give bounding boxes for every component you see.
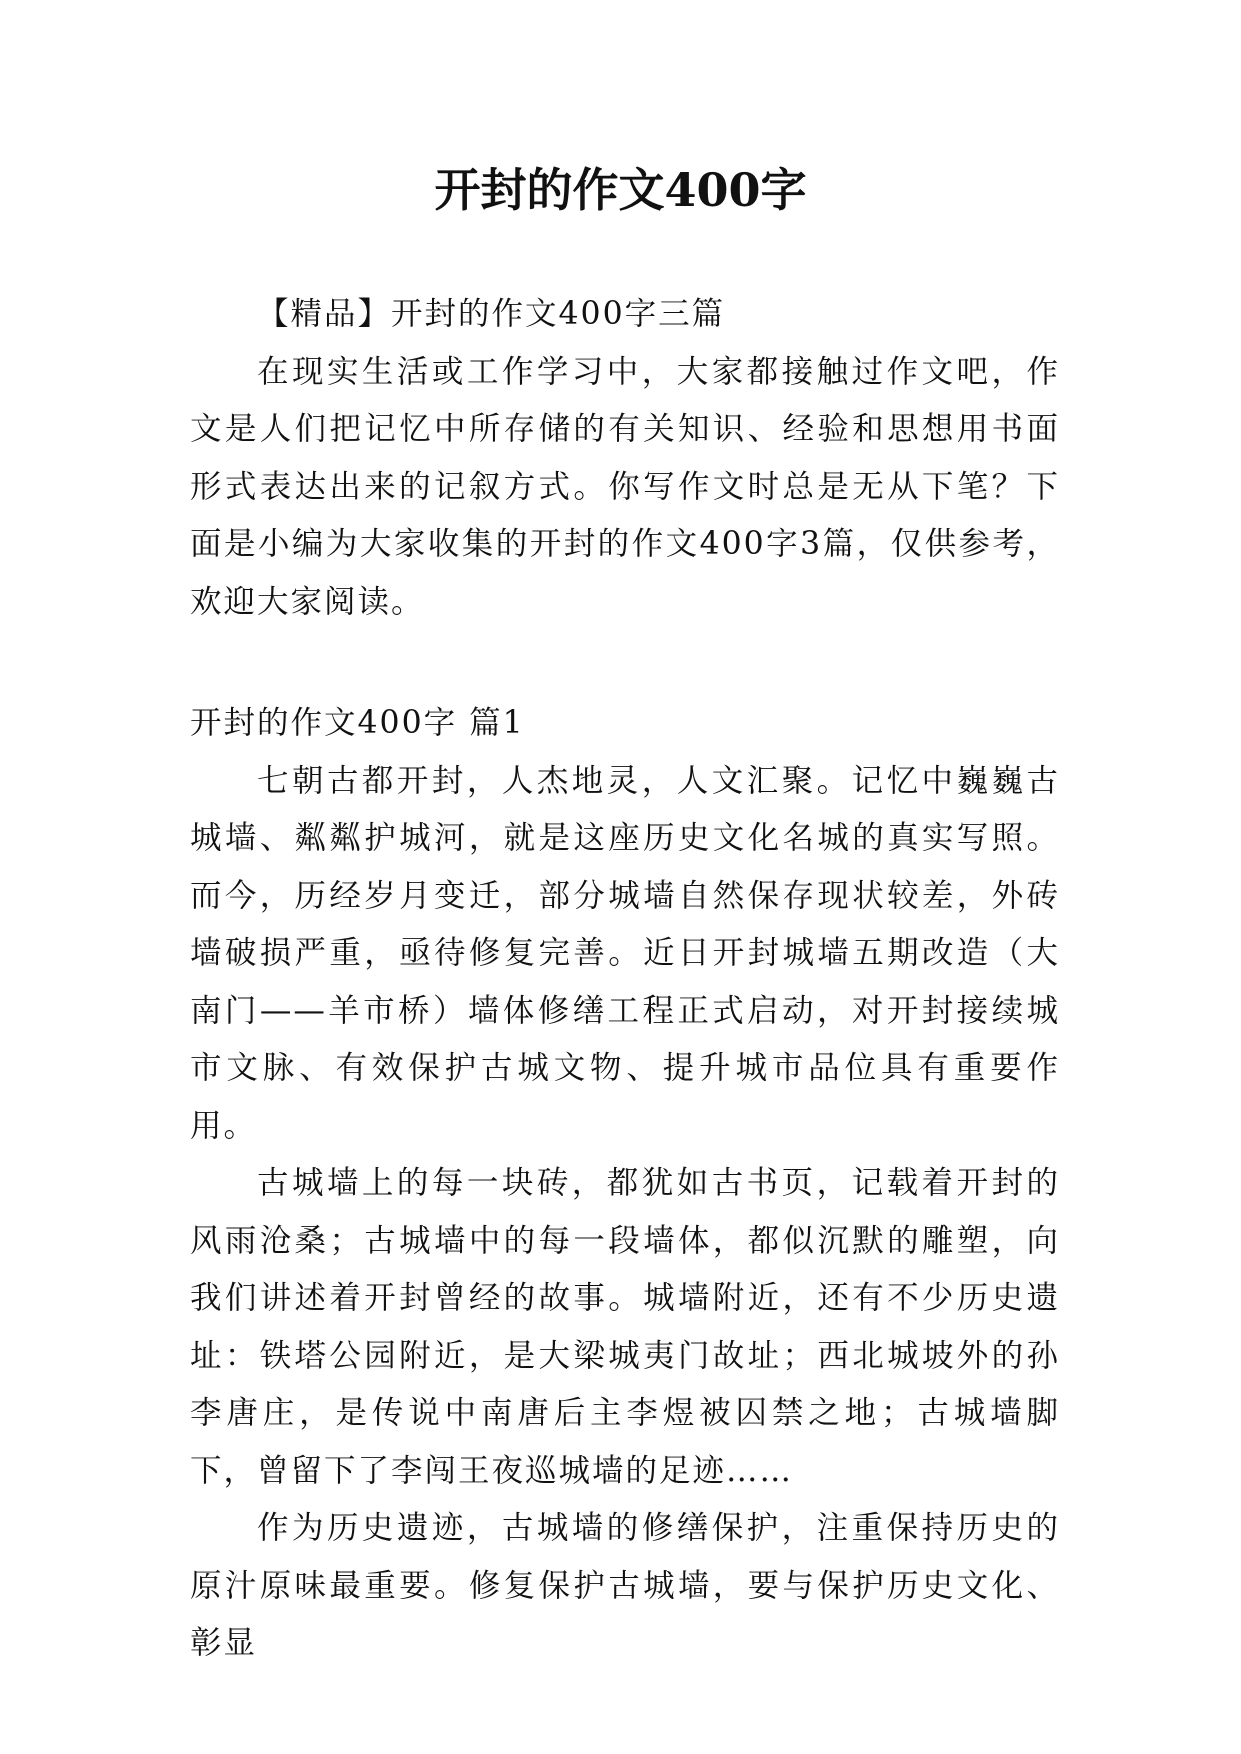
body-paragraph: 七朝古都开封，人杰地灵，人文汇聚。记忆中巍巍古城墙、粼粼护城河，就是这座历史文化名城的真实写照。而今，历经岁月变迁，部分城墙自然保存现状较差，外砖墙破损严重，亟待修复完善。近日开封城墙五期改造（大南门——羊市桥）墙体修缮工程正式启动，对开封接续城市文脉、有效保护古城文物、提升城市品位具有重要作用。 (190, 762, 1060, 1144)
section-heading: 开封的作文400字 篇1 (190, 705, 525, 741)
section-spacer (190, 631, 1060, 695)
body-paragraph: 古城墙上的每一块砖，都犹如古书页，记载着开封的风雨沧桑；古城墙中的每一段墙体，都似沉默的雕塑，向我们讲述着开封曾经的故事。城墙附近，还有不少历史遗址：铁塔公园附近，是大梁城夷门故址；西北城坡外的孙李唐庄，是传说中南唐后主李煜被囚禁之地；古城墙脚下，曾留下了李闯王夜巡城墙的足迹…… (190, 1165, 1060, 1489)
document-body (190, 286, 1060, 1673)
document-title: 开封的作文400字 (434, 163, 807, 217)
intro-paragraph: 在现实生活或工作学习中，大家都接触过作文吧，作文是人们把记忆中所存储的有关知识、经验和思想用书面形式表达出来的记叙方式。你写作文时总是无从下笔？下面是小编为大家收集的开封的作文400字3篇，仅供参考，欢迎大家阅读。 (190, 353, 1060, 620)
body-paragraph: 作为历史遗迹，古城墙的修缮保护，注重保持历史的原汁原味最重要。修复保护古城墙，要与保护历史文化、彰显 (190, 1510, 1060, 1661)
intro-subtitle: 【精品】开封的作文400字三篇 (257, 296, 726, 332)
